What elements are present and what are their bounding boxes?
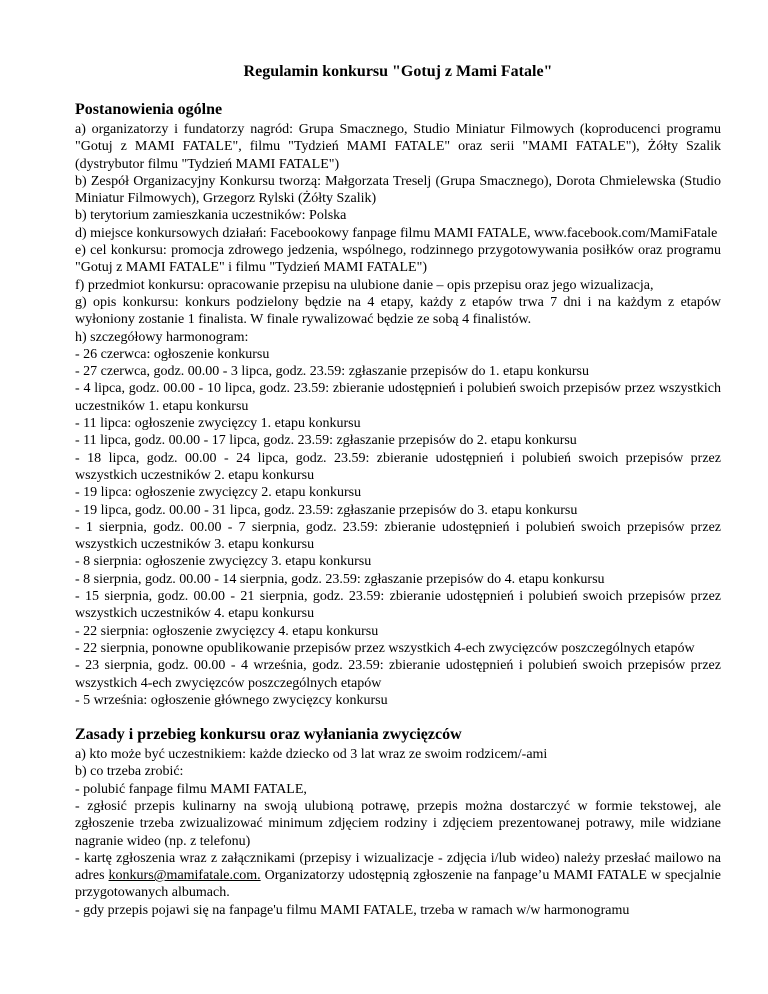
email-paragraph-text-after: Organizatorzy udostępnią zgłoszenie na fanpage’u MAMI FATALE w specjalnie przygotowanych albumach.	[75, 868, 722, 901]
paragraph: h) szczegółowy harmonogram:	[75, 329, 249, 345]
section-heading-rules: Zasady i przebieg konkursu oraz wyłaniania zwycięzców	[75, 726, 462, 744]
paragraph: b) Zespół Organizacyjny Konkursu tworzą: Małgorzata Treselj (Grupa Smacznego), Dorota Chmielewska (Studio Miniatur Filmowych), Grzegorz Rylski (Żółty Szalik)	[75, 173, 721, 207]
schedule-item: - 18 lipca, godz. 00.00 - 24 lipca, godz. 23.59: zbieranie udostępnień i polubień swoich przepisów przez wszystkich uczestników 2. etapu konkursu	[75, 450, 721, 483]
section-heading-general: Postanowienia ogólne	[75, 101, 223, 118]
schedule-item: - 27 czerwca, godz. 00.00 - 3 lipca, godz. 23.59: zgłaszanie przepisów do 1. etapu konkursu	[75, 364, 589, 380]
paragraph: b) co trzeba zrobić:	[75, 764, 184, 780]
section-rules-body	[75, 746, 721, 919]
schedule-item: - 22 sierpnia: ogłoszenie zwycięzcy 4. etapu konkursu	[75, 623, 379, 639]
paragraph: - polubić fanpage filmu MAMI FATALE,	[75, 781, 307, 797]
paragraph: d) miejsce konkursowych działań: Facebookowy fanpage filmu MAMI FATALE, www.facebook.com/MamiFatale	[75, 225, 718, 241]
email-paragraph-text: - kartę zgłoszenia wraz z załącznikami (przepisy i wizualizacje - zdjęcia i/lub wideo) należy przesłać mailowo na adres	[75, 850, 721, 884]
schedule-item: - 8 sierpnia: ogłoszenie zwycięzcy 3. etapu konkursu	[75, 554, 372, 570]
paragraph: b) terytorium zamieszkania uczestników: Polska	[75, 208, 347, 224]
schedule-item: - 5 września: ogłoszenie głównego zwycięzcy konkursu	[75, 692, 388, 708]
schedule-item: - 15 sierpnia, godz. 00.00 - 21 sierpnia, godz. 23.59: zbieranie udostępnień i polubień swoich przepisów przez wszystkich uczestników 4. etapu konkursu	[75, 589, 721, 622]
schedule-item: - 11 lipca, godz. 00.00 - 17 lipca, godz. 23.59: zgłaszanie przepisów do 2. etapu konkursu	[75, 433, 577, 449]
schedule-item: - 4 lipca, godz. 00.00 - 10 lipca, godz. 23.59: zbieranie udostępnień i polubień swoich przepisów przez wszystkich uczestników 1. etapu konkursu	[75, 381, 721, 414]
paragraph: g) opis konkursu: konkurs podzielony będzie na 4 etapy, każdy z etapów trwa 7 dni i na każdym z etapów wyłoniony zostanie 1 finalista. W finale rywalizować będzie ze sobą 4 finalistów.	[75, 294, 721, 328]
paragraph: - zgłosić przepis kulinarny na swoją ulubioną potrawę, przepis można dostarczyć w formie tekstowej, ale zgłoszenie trzeba zwizualizować minimum zdjęciem rodziny i zdjęciem prezentowanej potrawy, mile widziane nagranie wideo (np. z telefonu)	[75, 798, 721, 849]
schedule-item: - 19 lipca, godz. 00.00 - 31 lipca, godz. 23.59: zgłaszanie przepisów do 3. etapu konkursu	[75, 502, 578, 518]
paragraph: a) organizatorzy i fundatorzy nagród: Grupa Smacznego, Studio Miniatur Filmowych (koproducenci programu "Gotuj z MAMI FATALE", filmu "Tydzień MAMI FATALE" oraz serii "MAMI FATALE"), Żółty Szalik (dystrybutor filmu "Tydzień MAMI FATALE")	[75, 122, 721, 172]
email-paragraph	[75, 850, 721, 902]
schedule-item: - 8 sierpnia, godz. 00.00 - 14 sierpnia, godz. 23.59: zgłaszanie przepisów do 4. etapu konkursu	[75, 571, 605, 587]
email-link[interactable]: konkurs@mamifatale.com.	[108, 868, 261, 884]
schedule-item: - 23 sierpnia, godz. 00.00 - 4 września, godz. 23.59: zbieranie udostępnień i polubień swoich przepisów przez wszystkich 4-ech zwycięzców poszczególnych etapów	[75, 658, 721, 691]
section-general-body	[75, 121, 721, 709]
document-title: Regulamin konkursu "Gotuj z Mami Fatale"	[243, 63, 553, 80]
schedule-item: - 1 sierpnia, godz. 00.00 - 7 sierpnia, godz. 23.59: zbieranie udostępnień i polubień swoich przepisów przez wszystkich uczestników 3. etapu konkursu	[75, 519, 721, 553]
schedule-item: - 26 czerwca: ogłoszenie konkursu	[75, 346, 270, 362]
schedule-item: - 22 sierpnia, ponowne opublikowanie przepisów przez wszystkich 4-ech zwycięzców poszczególnych etapów	[75, 640, 695, 656]
paragraph: a) kto może być uczestnikiem: każde dziecko od 3 lat wraz ze swoim rodzicem/-ami	[75, 747, 548, 763]
schedule-item: - 11 lipca: ogłoszenie zwycięzcy 1. etapu konkursu	[75, 416, 361, 432]
paragraph: f) przedmiot konkursu: opracowanie przepisu na ulubione danie – opis przepisu oraz jego wizualizacja,	[75, 277, 654, 293]
schedule-item: - 19 lipca: ogłoszenie zwycięzcy 2. etapu konkursu	[75, 485, 362, 501]
paragraph: - gdy przepis pojawi się na fanpage'u filmu MAMI FATALE, trzeba w ramach w/w harmonogramu	[75, 902, 630, 918]
paragraph: e) cel konkursu: promocja zdrowego jedzenia, wspólnego, rodzinnego przygotowywania posiłków oraz programu "Gotuj z MAMI FATALE" i filmu "Tydzień MAMI FATALE")	[75, 243, 721, 276]
